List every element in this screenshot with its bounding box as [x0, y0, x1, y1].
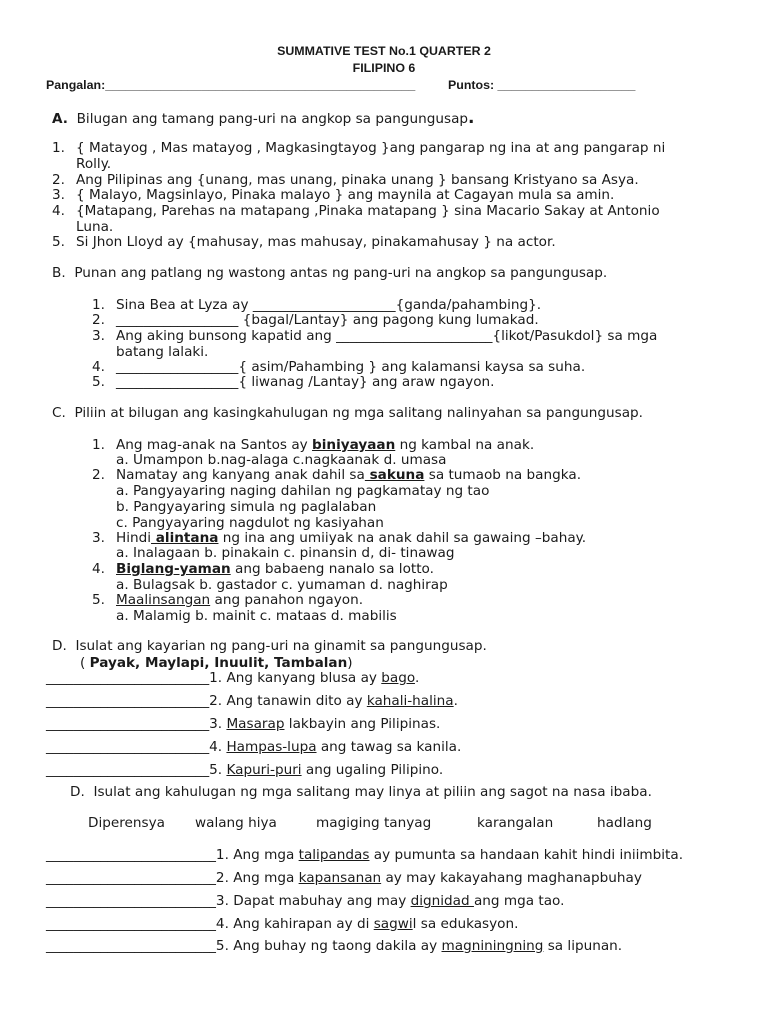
item-post: . — [414, 670, 420, 686]
item-num: 1. — [215, 847, 229, 863]
section-b-letter: B. — [52, 265, 66, 281]
item-num: 4. — [209, 739, 223, 755]
q2-post: sa tumaob na bangka. — [424, 467, 582, 483]
answer-blank: ________________________ — [46, 762, 210, 778]
item-post: lakbayin ang Pilipinas. — [284, 716, 441, 732]
choice-diperensya: Diperensya — [88, 815, 165, 831]
answer-blank: _________________________ — [46, 893, 216, 909]
item-num: 5. — [209, 762, 223, 778]
section-a-item-1-num: 1. — [52, 140, 65, 156]
q5-post: ang panahon ngayon. — [210, 592, 364, 608]
answer-blank: ________________________ — [46, 739, 210, 755]
section-d1-letter: D. — [52, 638, 67, 654]
answer-blank: ________________________ — [46, 693, 210, 709]
section-a-item-5-text: Si Jhon Lloyd ay {mahusay, mas mahusay, pinakamahusay } na actor. — [76, 234, 556, 250]
section-b-item-2-text: __________________ {bagal/Lantay} ang pagong kung lumakad. — [116, 312, 539, 328]
section-d2-item-4 — [46, 916, 518, 932]
item-post: ang tawag sa kanila. — [316, 739, 462, 755]
section-c-instruction: Piliin at bilugan ang kasingkahulugan ng mga salitang nalinyahan sa pangungusap. — [74, 405, 643, 421]
item-underlined-word: kahali-halina — [366, 693, 454, 709]
item-underlined-word: bago — [381, 670, 415, 686]
answer-blank: _________________________ — [46, 870, 216, 886]
section-a-item-4-text-cont: Luna. — [76, 219, 114, 235]
answer-blank: _________________________ — [46, 847, 216, 863]
item-num: 3. — [209, 716, 223, 732]
q1-pre: Ang mag-anak na Santos ay — [116, 437, 313, 453]
section-a-period: . — [468, 108, 475, 128]
item-post: ay pumunta sa handaan kahit hindi iniimbita. — [369, 847, 684, 863]
item-underlined-word: Hampas-lupa — [226, 739, 317, 755]
options-open-paren: ( — [80, 655, 90, 671]
answer-blank: _________________________ — [46, 938, 216, 954]
section-a-instruction: Bilugan ang tamang pang-uri na angkop sa pangungusap — [76, 111, 469, 127]
q3-post: ng ina ang umiiyak na anak dahil sa gawaing –bahay. — [218, 530, 587, 546]
section-c-q5-num: 5. — [92, 592, 105, 608]
q2-pre: Namatay ang kanyang anak dahil sa — [116, 467, 365, 483]
item-post: sa lipunan. — [543, 938, 623, 954]
name-field-label: Pangalan:_____________________________________________ — [46, 78, 416, 92]
item-underlined-word: talipandas — [298, 847, 370, 863]
section-a-item-3-text: { Malayo, Magsinlayo, Pinaka malayo } ang maynila at Cagayan mula sa amin. — [76, 187, 615, 203]
section-d2-heading — [70, 784, 652, 800]
section-d1-item-3 — [46, 716, 440, 732]
section-a-item-2-num: 2. — [52, 172, 65, 188]
section-a-item-1-text-cont: Rolly. — [76, 156, 112, 172]
item-underlined-word: Kapuri-puri — [226, 762, 302, 778]
section-c-q2-choice-a: a. Pangyayaring naging dahilan ng pagkamatay ng tao — [116, 483, 490, 499]
section-c-q3-text — [116, 530, 586, 546]
section-a-heading — [52, 108, 475, 128]
q1-post: ng kambal na anak. — [395, 437, 535, 453]
section-c-q2-choice-b: b. Pangyayaring simula ng paglalaban — [116, 499, 377, 515]
item-pre: Dapat mabuhay ang may — [233, 893, 411, 909]
item-underlined-word: Masarap — [226, 716, 285, 732]
item-underlined-word: sagwi — [373, 916, 413, 932]
choice-karangalan: karangalan — [477, 815, 554, 831]
section-b-item-3-text-cont: batang lalaki. — [116, 344, 209, 360]
q4-post: ang babaeng nanalo sa lotto. — [230, 561, 434, 577]
section-c-q2-num: 2. — [92, 467, 105, 483]
section-d1-item-1 — [46, 670, 419, 686]
item-post: ang mga tao. — [473, 893, 565, 909]
section-b-item-4-num: 4. — [92, 359, 105, 375]
section-c-q5-text — [116, 592, 363, 608]
item-pre: Ang tanawin dito ay — [226, 693, 367, 709]
section-d1-options — [80, 655, 353, 671]
item-underlined-word: magniningning — [441, 938, 544, 954]
section-b-item-4-text: __________________{ asim/Pahambing } ang kalamansi kaysa sa suha. — [116, 359, 586, 375]
kayarian-options: Payak, Maylapi, Inuulit, Tambalan — [89, 655, 348, 671]
section-c-q3-choices: a. Inalagaan b. pinakain c. pinansin d, di- tinawag — [116, 545, 455, 561]
section-c-q2-text — [116, 467, 581, 483]
options-close-paren: ) — [347, 655, 353, 671]
section-c-q4-choices: a. Bulagsak b. gastador c. yumaman d. naghirap — [116, 577, 448, 593]
q1-underlined-word: biniyayaan — [312, 437, 396, 453]
section-d1-item-2 — [46, 693, 458, 709]
q5-underlined-word: Maalinsangan — [116, 592, 211, 608]
item-post: ay may kakayahang maghanapbuhay — [381, 870, 642, 886]
section-d1-heading — [52, 638, 487, 654]
section-b-item-1-text: Sina Bea at Lyza ay _____________________{ganda/pahambing}. — [116, 297, 542, 313]
section-a-item-4-num: 4. — [52, 203, 65, 219]
item-pre: Ang buhay ng taong dakila ay — [233, 938, 442, 954]
section-b-item-2-num: 2. — [92, 312, 105, 328]
q3-pre: Hindi — [116, 530, 152, 546]
choice-magiging-tanyag: magiging tanyag — [316, 815, 432, 831]
section-c-q3-num: 3. — [92, 530, 105, 546]
section-a-item-4-text: {Matapang, Parehas na matapang ,Pinaka matapang } sina Macario Sakay at Antonio — [76, 203, 660, 219]
item-num: 3. — [215, 893, 229, 909]
section-c-q4-num: 4. — [92, 561, 105, 577]
section-d2-item-2 — [46, 870, 642, 886]
section-b-item-3-text: Ang aking bunsong kapatid ang _______________________{likot/Pasukdol} sa mga — [116, 328, 658, 344]
section-d2-item-3 — [46, 893, 564, 909]
item-num: 5. — [215, 938, 229, 954]
section-c-q1-text — [116, 437, 534, 453]
section-a-letter: A. — [52, 111, 68, 127]
item-pre: Ang mga — [233, 870, 299, 886]
subject-title: FILIPINO 6 — [352, 61, 416, 75]
item-pre: Ang mga — [233, 847, 299, 863]
section-b-item-5-text: __________________{ liwanag /Lantay} ang araw ngayon. — [116, 374, 495, 390]
section-c-heading — [52, 405, 643, 421]
section-d2-instruction: Isulat ang kahulugan ng mga salitang may linya at piliin ang sagot na nasa ibaba. — [93, 784, 652, 800]
section-c-q4-text — [116, 561, 434, 577]
item-num: 4. — [215, 916, 229, 932]
section-d2-letter: D. — [70, 784, 85, 800]
item-underlined-word: kapansanan — [298, 870, 382, 886]
section-a-item-2-text: Ang Pilipinas ang {unang, mas unang, pinaka unang } bansang Kristyano sa Asya. — [76, 172, 639, 188]
section-b-heading — [52, 265, 607, 281]
choice-hadlang: hadlang — [597, 815, 652, 831]
q3-underlined-word: alintana — [151, 530, 219, 546]
section-b-item-5-num: 5. — [92, 374, 105, 390]
item-post: ang ugaling Pilipino. — [301, 762, 444, 778]
item-pre: Ang kanyang blusa ay — [226, 670, 382, 686]
section-a-item-5-num: 5. — [52, 234, 65, 250]
item-post: . — [453, 693, 458, 709]
choice-walang-hiya: walang hiya — [195, 815, 277, 831]
q2-underlined-word: sakuna — [364, 467, 425, 483]
section-c-q1-num: 1. — [92, 437, 105, 453]
test-title: SUMMATIVE TEST No.1 QUARTER 2 — [277, 44, 491, 58]
section-b-instruction: Punan ang patlang ng wastong antas ng pang-uri na angkop sa pangungusap. — [74, 265, 608, 281]
section-a-item-3-num: 3. — [52, 187, 65, 203]
section-b-item-1-num: 1. — [92, 297, 105, 313]
item-num: 2. — [209, 693, 223, 709]
q4-underlined-word: Biglang-yaman — [116, 561, 231, 577]
item-num: 2. — [215, 870, 229, 886]
section-d1-instruction: Isulat ang kayarian ng pang-uri na ginamit sa pangungusap. — [75, 638, 487, 654]
item-pre: Ang kahirapan ay di — [233, 916, 374, 932]
section-c-q1-choices: a. Umampon b.nag-alaga c.nagkaanak d. umasa — [116, 452, 447, 468]
section-c-q2-choice-c: c. Pangyayaring nagdulot ng kasiyahan — [116, 515, 384, 531]
item-post: l sa edukasyon. — [412, 916, 519, 932]
section-d1-item-4 — [46, 739, 461, 755]
item-num: 1. — [209, 670, 223, 686]
item-underlined-word: dignidad — [410, 893, 474, 909]
section-b-item-3-num: 3. — [92, 328, 105, 344]
answer-blank: ________________________ — [46, 716, 210, 732]
answer-blank: _________________________ — [46, 916, 216, 932]
section-d2-item-5 — [46, 938, 622, 954]
section-c-q5-choices: a. Malamig b. mainit c. mataas d. mabilis — [116, 608, 397, 624]
score-field-label: Puntos: ____________________ — [448, 78, 636, 92]
section-c-letter: C. — [52, 405, 66, 421]
section-a-item-1-text: { Matayog , Mas matayog , Magkasingtayog }ang pangarap ng ina at ang pangarap ni — [76, 140, 666, 156]
answer-blank: ________________________ — [46, 670, 210, 686]
section-d1-item-5 — [46, 762, 443, 778]
section-d2-item-1 — [46, 847, 683, 863]
